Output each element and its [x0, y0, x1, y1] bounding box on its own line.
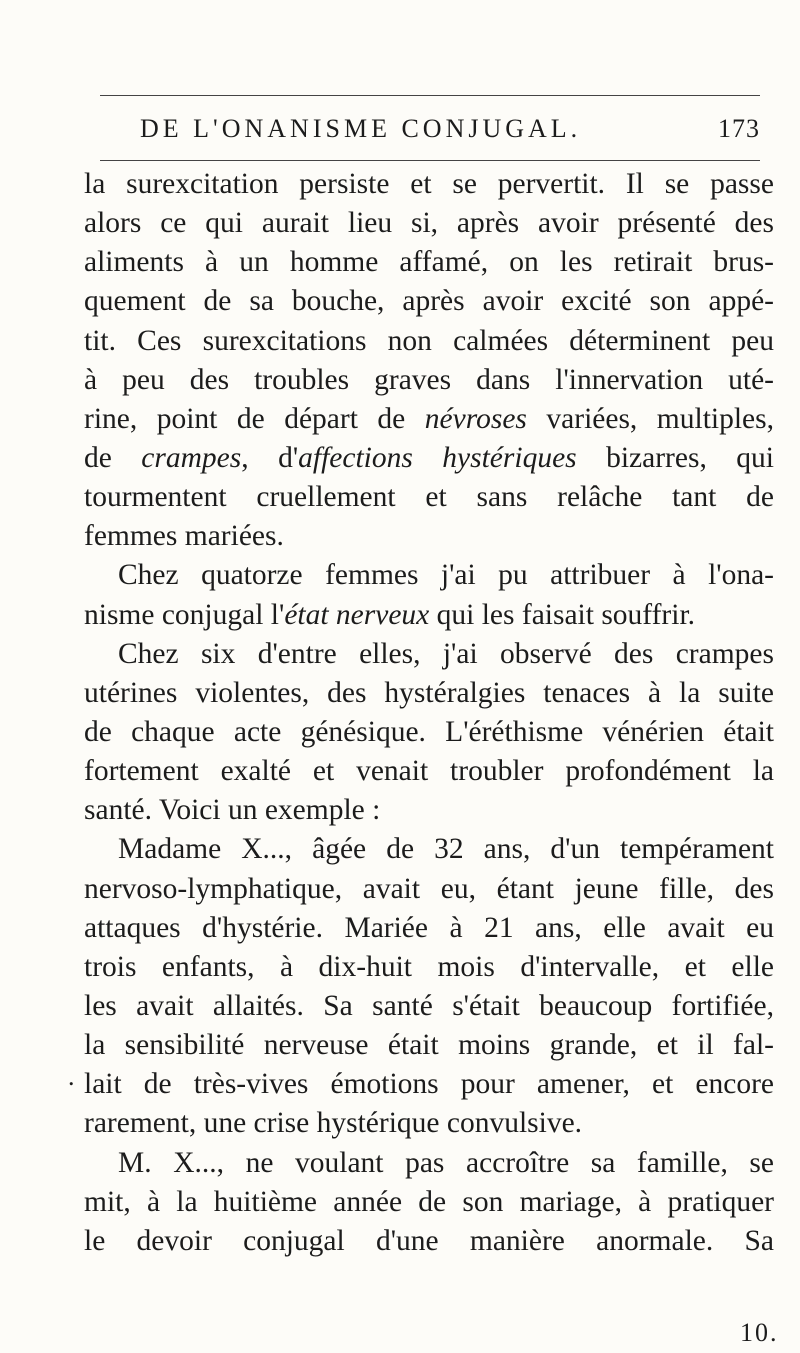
- text-line: le devoir conjugal d'une manière anormale. Sa: [84, 1224, 774, 1257]
- text-fragment: qui les faisait souffrir.: [429, 598, 696, 631]
- text-line: quement de sa bouche, après avoir excité son appé-: [84, 285, 774, 318]
- italic-term: état nerveux: [284, 598, 430, 631]
- text-line: nervoso-lymphatique, avait eu, étant jeune fille, des: [84, 872, 774, 905]
- italic-term: crampes: [141, 441, 242, 474]
- text-line: les avait allaités. Sa santé s'était beaucoup fortifiée,: [84, 989, 774, 1022]
- text-fragment: variées, multiples,: [526, 402, 774, 435]
- italic-term: névroses: [424, 402, 527, 435]
- text-line: [84, 400, 774, 439]
- text-line: rarement, une crise hystérique convulsive.: [84, 1107, 583, 1140]
- paragraph-start: Chez quatorze femmes j'ai pu attribuer à l'ona-: [118, 559, 774, 592]
- top-rule: [100, 95, 760, 96]
- text-line: de chaque acte génésique. L'éréthisme vénérien était: [84, 715, 774, 748]
- text-fragment: rine, point de départ de: [84, 402, 425, 435]
- text-line: santé. Voici un exemple :: [84, 794, 381, 827]
- text-line: alors ce qui aurait lieu si, après avoir présenté des: [84, 207, 774, 240]
- italic-term: affections hystériques: [298, 441, 577, 474]
- text-line: tourmentent cruellement et sans relâche tant de: [84, 481, 774, 514]
- running-title: DE L'ONANISME CONJUGAL.: [140, 114, 582, 143]
- text-line: mit, à la huitième année de son mariage, à pratiquer: [84, 1185, 774, 1218]
- margin-mark: .: [68, 1062, 75, 1091]
- text-line: la surexcitation persiste et se pervertit. Il se passe: [84, 168, 774, 200]
- text-line: aliments à un homme affamé, on les retirait brus-: [84, 246, 774, 279]
- paragraph-start: Chez six d'entre elles, j'ai observé des crampes: [118, 637, 774, 670]
- header-rule: [100, 160, 760, 161]
- body-text: [84, 165, 774, 1261]
- running-head: [140, 114, 760, 150]
- signature-mark: 10.: [740, 1318, 779, 1347]
- paragraph-start: M. X..., ne voulant pas accroître sa famille, se: [118, 1146, 774, 1179]
- text-fragment: , d': [241, 441, 299, 474]
- text-line: lait de très-vives émotions pour amener, et encore: [84, 1068, 774, 1101]
- text-line: tit. Ces surexcitations non calmées déterminent peu: [84, 324, 774, 357]
- text-line: [84, 439, 774, 478]
- text-fragment: bizarres, qui: [576, 441, 774, 474]
- text-line: fortement exalté et venait troubler profondément la: [84, 755, 774, 788]
- text-line: la sensibilité nerveuse était moins grande, et il fal-: [84, 1029, 774, 1062]
- text-line: attaques d'hystérie. Mariée à 21 ans, elle avait eu: [84, 911, 774, 944]
- text-line: [84, 596, 774, 635]
- text-line: à peu des troubles graves dans l'innervation uté-: [84, 363, 774, 396]
- paragraph-start: Madame X..., âgée de 32 ans, d'un tempérament: [118, 833, 774, 866]
- text-line: utérines violentes, des hystéralgies tenaces à la suite: [84, 676, 774, 709]
- text-line: femmes mariées.: [84, 520, 284, 553]
- page-number: 173: [718, 114, 760, 143]
- text-line: trois enfants, à dix-huit mois d'intervalle, et elle: [84, 950, 774, 983]
- text-fragment: nisme conjugal l': [84, 598, 285, 631]
- text-fragment: de: [84, 441, 142, 474]
